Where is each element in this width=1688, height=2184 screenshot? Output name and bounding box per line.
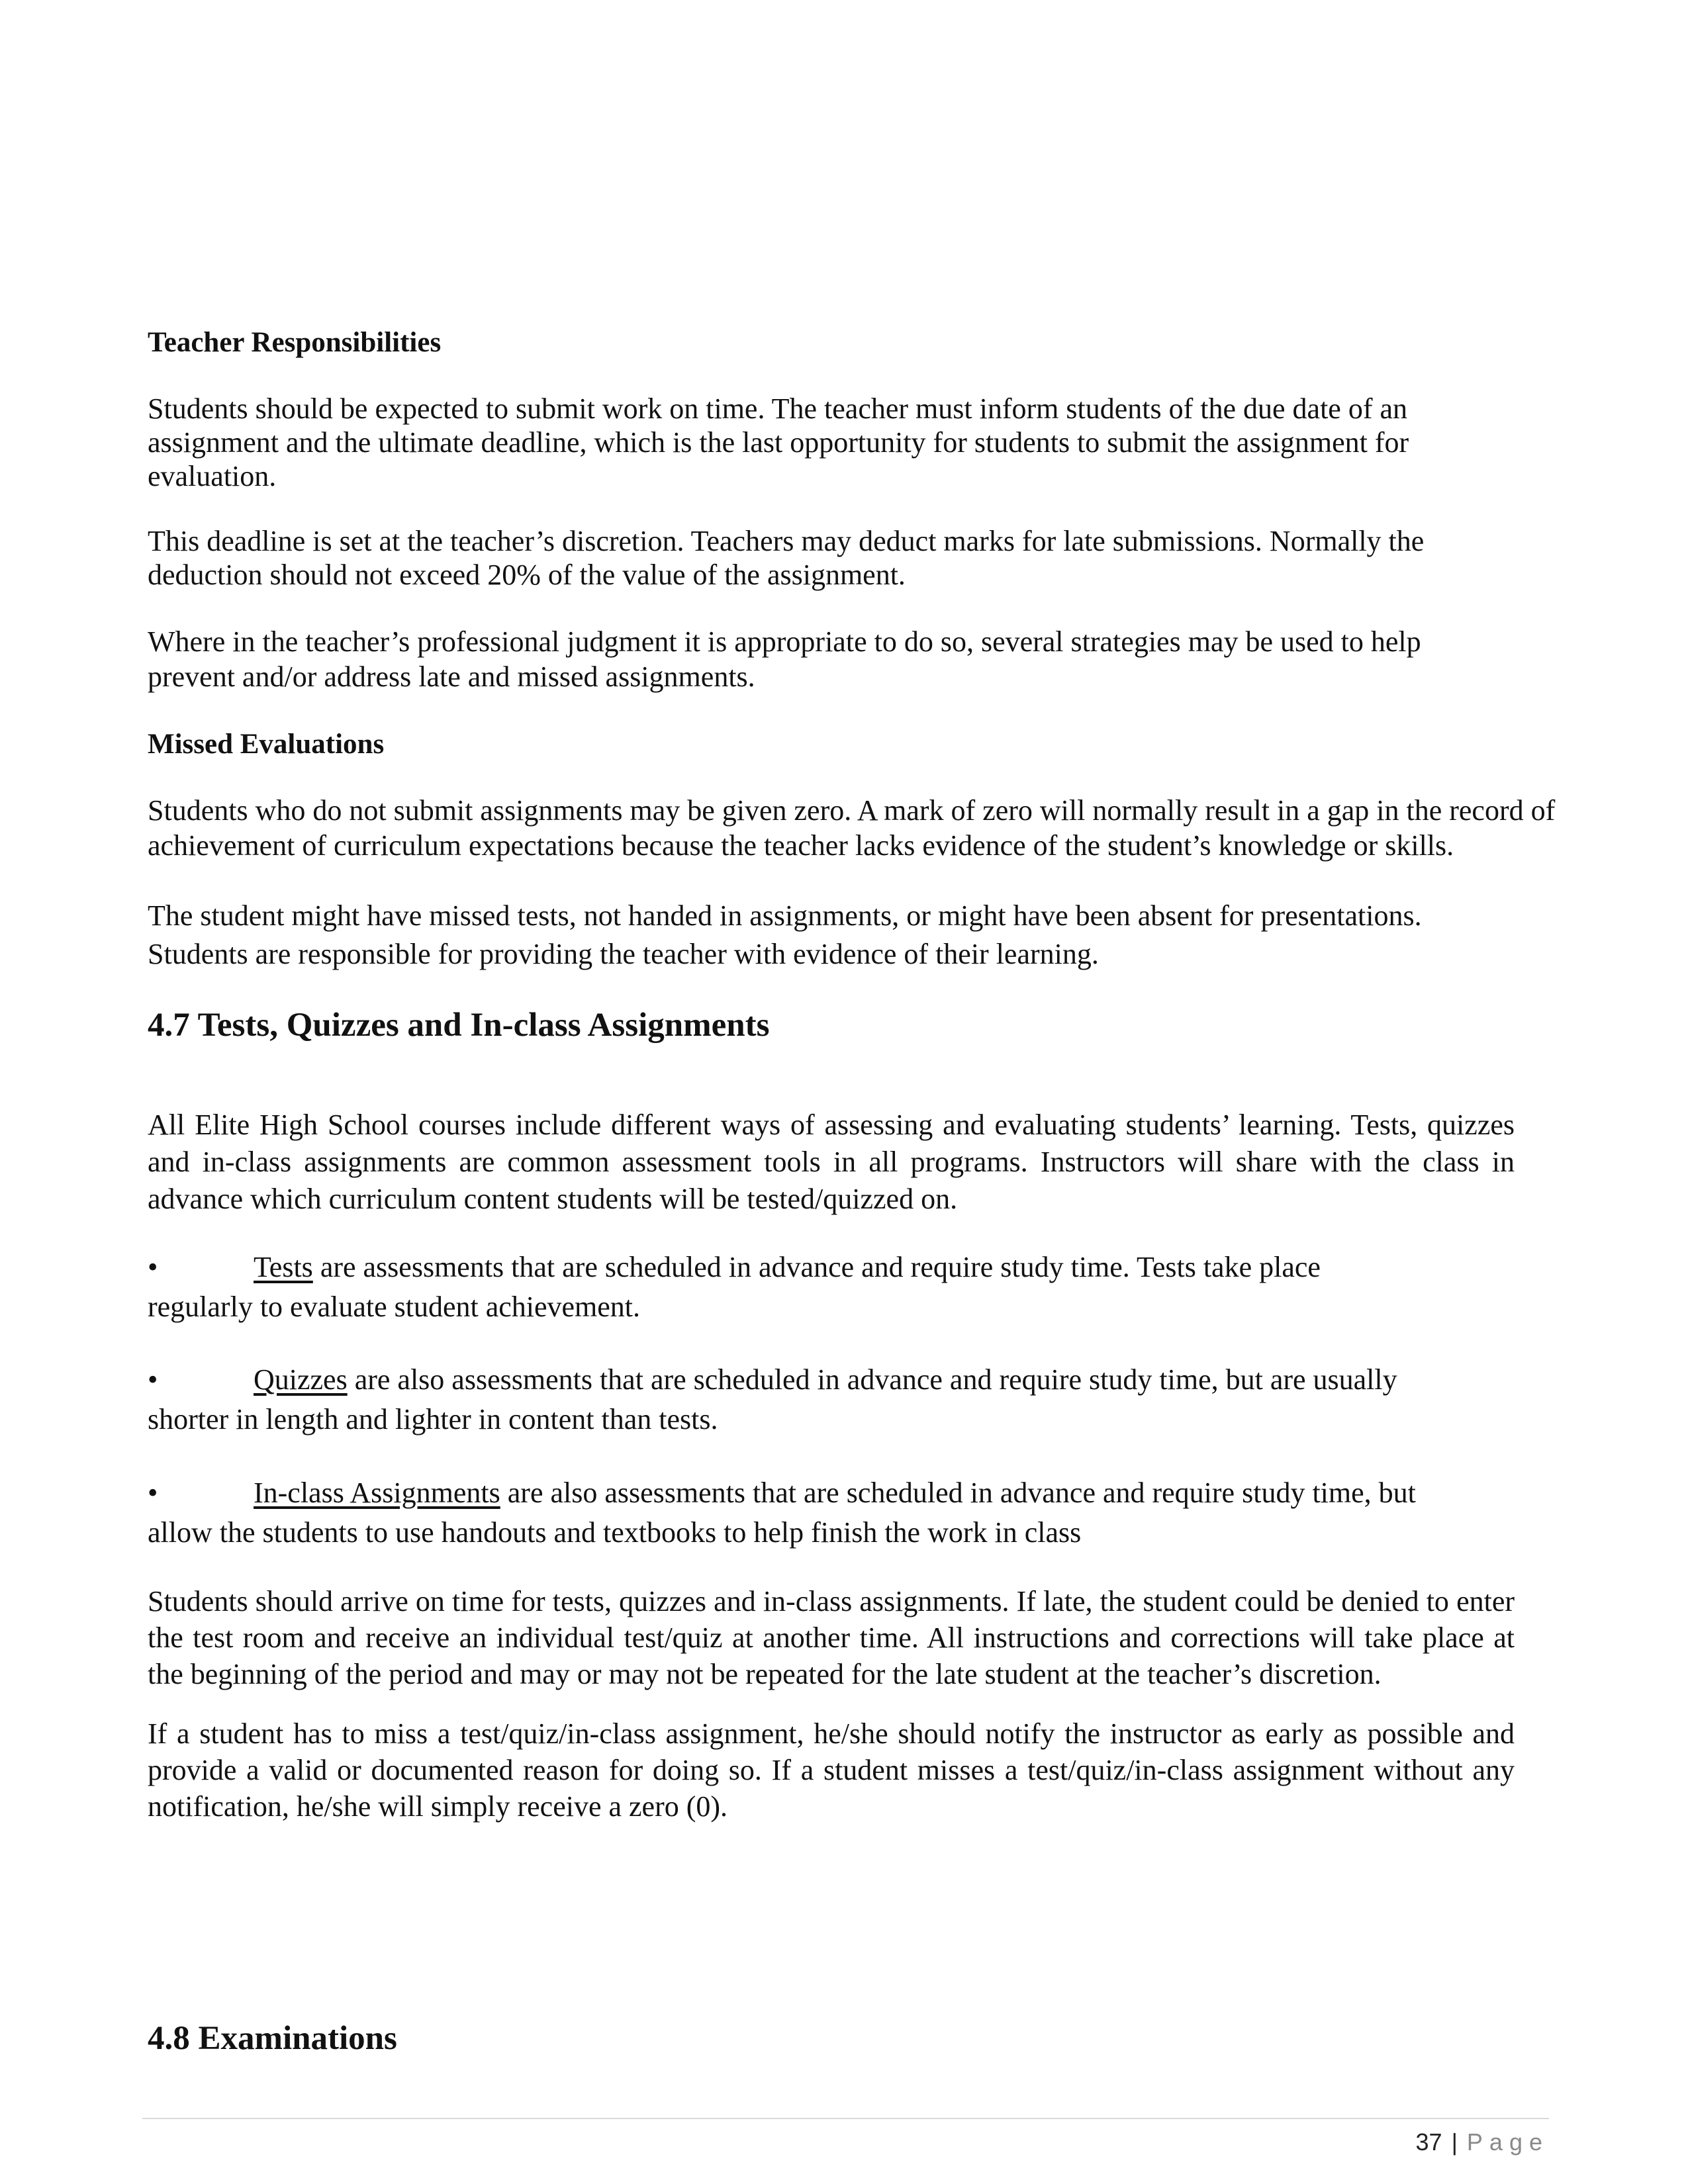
bullet-continuation: allow the students to use handouts and textbooks to help finish the work in class xyxy=(148,1516,1082,1549)
paragraph-deadline-discretion: This deadline is set at the teacher’s discretion. Teachers may deduct marks for late submissions. Normally the deduction should not exceed 20% of the value of the assignment. xyxy=(148,525,1425,591)
paragraph-evidence-of-learning: The student might have missed tests, not handed in assignments, or might have been absent for presentations. Students are responsible for providing the teacher with evidence of their learning. xyxy=(148,899,1422,970)
term-in-class-assignments: In-class Assignments xyxy=(254,1477,500,1509)
heading-missed-evaluations: Missed Evaluations xyxy=(148,729,385,760)
bullet-text: are also assessments that are scheduled in advance and require study time, but are usually xyxy=(347,1363,1397,1396)
page-number: 37 xyxy=(1415,2128,1442,2156)
term-tests: Tests xyxy=(254,1251,313,1283)
paragraph-missing-a-test: If a student has to miss a test/quiz/in-class assignment, he/she should notify the instructor as early as possible and provide a valid or documented reason for doing so. If a student misses a test/quiz/in-class assignment without any notification, he/she will simply receive a zero (0). xyxy=(148,1717,1515,1823)
bullet-text: are assessments that are scheduled in advance and require study time. Tests take place xyxy=(312,1251,1321,1283)
footer-divider xyxy=(142,2118,1549,2119)
bullet-in-class-assignments xyxy=(148,1473,1416,1553)
bullet-tests xyxy=(148,1248,1321,1327)
paragraph-zero-mark: Students who do not submit assignments may be given zero. A mark of zero will normally result in a gap in the record of achievement of curriculum expectations because the teacher lacks evidence of the student’s knowledge or skills. xyxy=(148,794,1556,862)
bullet-continuation: shorter in length and lighter in content than tests. xyxy=(148,1403,718,1435)
term-quizzes: Quizzes xyxy=(254,1363,348,1396)
bullet-quizzes xyxy=(148,1360,1397,1439)
page-footer xyxy=(1416,2128,1549,2156)
bullet-continuation: regularly to evaluate student achievement. xyxy=(148,1291,641,1323)
bullet-marker: • xyxy=(148,1363,158,1396)
bullet-marker: • xyxy=(148,1477,158,1509)
page-label: Page xyxy=(1466,2128,1549,2156)
paragraph-assessment-intro: All Elite High School courses include different ways of assessing and evaluating students’ learning. Tests, quizzes and in-class assignments are common assessment tools in all programs. Instructors will share with the class in advance which curriculum content students will be tested/quizzed on. xyxy=(148,1109,1515,1215)
paragraph-submit-on-time: Students should be expected to submit work on time. The teacher must inform students of the due date of an assignment and the ultimate deadline, which is the last opportunity for students to submit the assignment for evaluation. xyxy=(148,392,1409,492)
heading-examinations: 4.8 Examinations xyxy=(148,2020,397,2057)
footer-separator: | xyxy=(1451,2128,1458,2156)
paragraph-arrive-on-time: Students should arrive on time for tests, quizzes and in-class assignments. If late, the student could be denied to enter the test room and receive an individual test/quiz at another time. All instructions and corrections will take place at the beginning of the period and may or may not be repeated for the late student at the teacher’s discretion. xyxy=(148,1585,1515,1690)
bullet-marker: • xyxy=(148,1251,158,1283)
bullet-text: are also assessments that are scheduled in advance and require study time, but xyxy=(500,1477,1416,1509)
heading-teacher-responsibilities: Teacher Responsibilities xyxy=(148,327,442,358)
heading-tests-quizzes: 4.7 Tests, Quizzes and In-class Assignments xyxy=(148,1007,770,1044)
paragraph-strategies: Where in the teacher’s professional judgment it is appropriate to do so, several strategies may be used to help prevent and/or address late and missed assignments. xyxy=(148,625,1421,693)
